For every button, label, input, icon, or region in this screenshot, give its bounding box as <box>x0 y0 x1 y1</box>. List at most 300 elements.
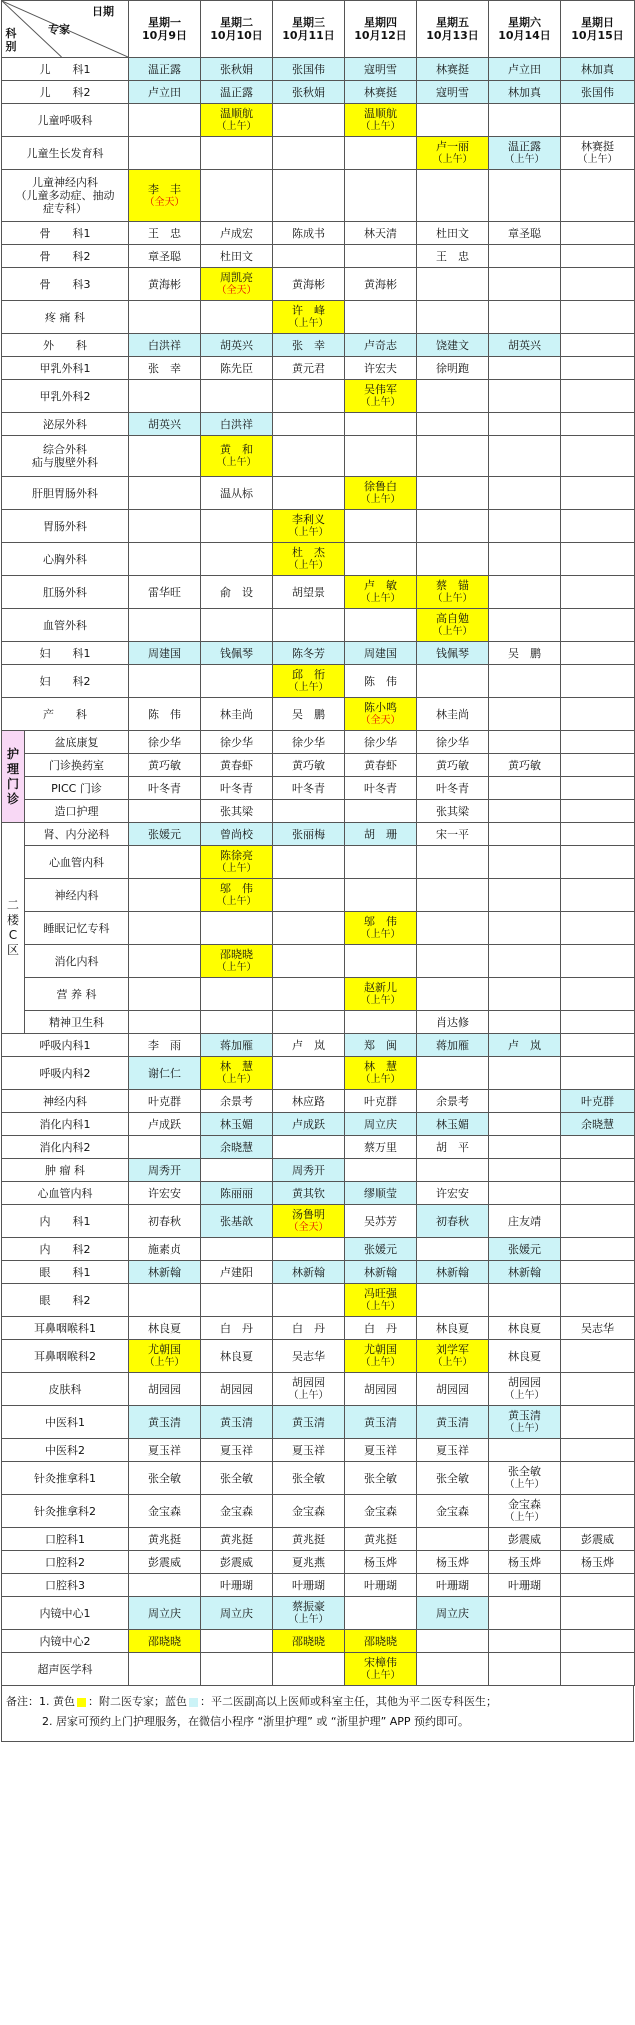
table-row <box>2 477 635 510</box>
session-note: （上午） <box>144 1357 185 1368</box>
empty-cell <box>201 137 273 170</box>
table-row <box>2 879 635 912</box>
doctor-name: 叶珊瑚 <box>220 1578 253 1592</box>
session-note: （上午） <box>360 995 401 1006</box>
table-row <box>2 1090 635 1113</box>
doctor-name: 章圣聪 <box>508 226 541 240</box>
table-row <box>2 222 635 245</box>
doctor-cell <box>345 576 417 609</box>
empty-cell <box>417 1238 489 1261</box>
doctor-cell <box>489 1205 561 1238</box>
doctor-cell <box>129 1528 201 1551</box>
doctor-cell <box>417 357 489 380</box>
empty-cell <box>561 912 635 945</box>
doctor-cell <box>489 137 561 170</box>
doctor-cell <box>129 1630 201 1653</box>
department-name: 门诊换药室 <box>25 754 129 777</box>
group-label-huli: 护理门诊 <box>2 731 25 823</box>
session-note: （上午） <box>288 1614 329 1625</box>
doctor-name: 徐鲁白 <box>364 480 397 493</box>
header-row <box>2 1 635 58</box>
doctor-name: 林 慧 <box>364 1060 397 1073</box>
doctor-name: 林赛挺 <box>436 62 469 76</box>
table-row <box>2 58 635 81</box>
doctor-name: 邵晓晓 <box>220 948 253 961</box>
session-note: （上午） <box>288 560 329 571</box>
doctor-cell <box>201 823 273 846</box>
session-note: （上午） <box>288 527 329 538</box>
doctor-name: 许宏安 <box>148 1186 181 1200</box>
doctor-cell <box>273 1034 345 1057</box>
department-name: 睡眠记忆专科 <box>25 912 129 945</box>
doctor-name: 叶珊瑚 <box>508 1578 541 1592</box>
empty-cell <box>561 436 635 477</box>
empty-cell <box>201 510 273 543</box>
doctor-cell <box>345 268 417 301</box>
doctor-cell <box>345 912 417 945</box>
empty-cell <box>345 170 417 222</box>
doctor-cell <box>489 1340 561 1373</box>
empty-cell <box>345 436 417 477</box>
doctor-name: 林玉媚 <box>436 1117 469 1131</box>
doctor-cell <box>345 754 417 777</box>
doctor-cell <box>201 1551 273 1574</box>
empty-cell <box>129 978 201 1011</box>
doctor-name: 黄玉清 <box>220 1415 253 1429</box>
doctor-cell <box>417 1090 489 1113</box>
doctor-cell <box>201 754 273 777</box>
doctor-name: 陈冬芳 <box>292 646 325 660</box>
doctor-cell <box>201 436 273 477</box>
doctor-name: 林新翰 <box>364 1265 397 1279</box>
doctor-name: 黄巧敏 <box>508 758 541 772</box>
table-row <box>2 1574 635 1597</box>
department-name: 血管外科 <box>2 609 129 642</box>
doctor-cell <box>345 665 417 698</box>
empty-cell <box>417 268 489 301</box>
doctor-name: 林加真 <box>508 85 541 99</box>
table-row <box>2 170 635 222</box>
empty-cell <box>561 846 635 879</box>
doctor-name: 白 丹 <box>292 1321 325 1335</box>
empty-cell <box>561 357 635 380</box>
doctor-name: 赵新儿 <box>364 981 397 994</box>
empty-cell <box>489 1090 561 1113</box>
doctor-name: 周立庆 <box>220 1606 253 1620</box>
doctor-cell <box>273 1182 345 1205</box>
doctor-name: 陈先臣 <box>220 361 253 375</box>
table-row <box>2 1159 635 1182</box>
empty-cell <box>345 510 417 543</box>
doctor-name: 林新翰 <box>148 1265 181 1279</box>
doctor-cell <box>345 1630 417 1653</box>
empty-cell <box>489 576 561 609</box>
department-name: 眼 科1 <box>2 1261 129 1284</box>
doctor-cell <box>489 1238 561 1261</box>
doctor-cell <box>417 1205 489 1238</box>
doctor-name: 杨玉烨 <box>581 1555 614 1569</box>
doctor-cell <box>417 1034 489 1057</box>
empty-cell <box>561 1630 635 1653</box>
doctor-cell <box>417 58 489 81</box>
table-row <box>2 1284 635 1317</box>
doctor-name: 寇明雪 <box>436 85 469 99</box>
doctor-cell <box>489 1034 561 1057</box>
empty-cell <box>201 978 273 1011</box>
department-name: 消化内科2 <box>2 1136 129 1159</box>
table-row <box>2 1136 635 1159</box>
doctor-name: 黄巧敏 <box>292 758 325 772</box>
doctor-cell <box>201 1597 273 1630</box>
doctor-cell <box>273 1159 345 1182</box>
day-header-6: 星期六 10月14日 <box>489 1 561 58</box>
doctor-cell <box>129 334 201 357</box>
department-name: 口腔科2 <box>2 1551 129 1574</box>
doctor-cell <box>273 1439 345 1462</box>
doctor-cell <box>345 1090 417 1113</box>
empty-cell <box>345 609 417 642</box>
doctor-name: 温顺航 <box>364 107 397 120</box>
doctor-cell <box>273 1495 345 1528</box>
doctor-cell <box>345 823 417 846</box>
blue-swatch <box>189 1698 198 1707</box>
empty-cell <box>561 1182 635 1205</box>
doctor-cell <box>129 222 201 245</box>
doctor-cell <box>129 1439 201 1462</box>
doctor-name: 张媛元 <box>508 1242 541 1256</box>
doctor-name: 叶冬青 <box>436 781 469 795</box>
empty-cell <box>561 1597 635 1630</box>
doctor-cell <box>273 731 345 754</box>
doctor-cell <box>273 81 345 104</box>
doctor-cell <box>345 1182 417 1205</box>
table-row <box>2 800 635 823</box>
doctor-cell <box>273 543 345 576</box>
doctor-name: 俞 设 <box>220 585 253 599</box>
doctor-name: 陈 伟 <box>364 674 397 688</box>
table-row <box>2 1317 635 1340</box>
doctor-name: 陈 伟 <box>148 707 181 721</box>
doctor-name: 黄玉清 <box>148 1415 181 1429</box>
doctor-cell <box>129 1462 201 1495</box>
doctor-cell <box>129 58 201 81</box>
doctor-name: 宋一平 <box>436 827 469 841</box>
empty-cell <box>129 436 201 477</box>
doctor-name: 林良夏 <box>148 1321 181 1335</box>
empty-cell <box>417 543 489 576</box>
empty-cell <box>129 665 201 698</box>
doctor-cell <box>489 1495 561 1528</box>
doctor-cell <box>561 58 635 81</box>
day-header-3: 星期三 10月11日 <box>273 1 345 58</box>
doctor-name: 胡望景 <box>292 585 325 599</box>
doctor-name: 郑 闽 <box>364 1038 397 1052</box>
doctor-name: 庄友靖 <box>508 1214 541 1228</box>
empty-cell <box>561 170 635 222</box>
doctor-cell <box>345 1462 417 1495</box>
doctor-cell <box>129 413 201 436</box>
empty-cell <box>561 731 635 754</box>
table-row <box>2 1205 635 1238</box>
doctor-name: 汤鲁明 <box>292 1208 325 1221</box>
doctor-cell <box>201 698 273 731</box>
table-row <box>2 609 635 642</box>
doctor-cell <box>345 698 417 731</box>
session-note: （上午） <box>360 397 401 408</box>
department-name: 妇 科2 <box>2 665 129 698</box>
doctor-name: 邱 衎 <box>292 668 325 681</box>
doctor-name: 张全敏 <box>436 1471 469 1485</box>
doctor-cell <box>129 1205 201 1238</box>
doctor-cell <box>489 81 561 104</box>
table-row <box>2 912 635 945</box>
doctor-name: 林圭尚 <box>436 707 469 721</box>
doctor-name: 卢 敏 <box>364 579 397 592</box>
doctor-name: 蒋加雁 <box>436 1038 469 1052</box>
department-name: 外 科 <box>2 334 129 357</box>
doctor-name: 叶冬青 <box>148 781 181 795</box>
doctor-cell <box>201 800 273 823</box>
empty-cell <box>489 698 561 731</box>
empty-cell <box>273 1653 345 1686</box>
doctor-name: 初春秋 <box>148 1214 181 1228</box>
empty-cell <box>561 1011 635 1034</box>
doctor-name: 白洪祥 <box>220 417 253 431</box>
doctor-name: 周立庆 <box>436 1606 469 1620</box>
empty-cell <box>561 879 635 912</box>
department-name: 泌尿外科 <box>2 413 129 436</box>
doctor-cell <box>561 137 635 170</box>
empty-cell <box>561 222 635 245</box>
empty-cell <box>489 357 561 380</box>
session-note: （上午） <box>360 121 401 132</box>
department-name: 超声医学科 <box>2 1653 129 1686</box>
empty-cell <box>489 1011 561 1034</box>
doctor-cell <box>417 334 489 357</box>
doctor-name: 林玉媚 <box>220 1117 253 1131</box>
doctor-cell <box>129 268 201 301</box>
doctor-cell <box>273 301 345 334</box>
doctor-cell <box>345 978 417 1011</box>
department-name: 心血管内科 <box>25 846 129 879</box>
empty-cell <box>489 1136 561 1159</box>
doctor-name: 周凯亮 <box>220 271 253 284</box>
department-name: 内镜中心1 <box>2 1597 129 1630</box>
empty-cell <box>561 334 635 357</box>
session-note: （全天） <box>288 1222 329 1233</box>
doctor-cell <box>417 777 489 800</box>
doctor-cell <box>417 1574 489 1597</box>
doctor-cell <box>129 754 201 777</box>
table-row <box>2 1597 635 1630</box>
doctor-cell <box>345 777 417 800</box>
doctor-name: 周秀开 <box>292 1163 325 1177</box>
doctor-name: 林良夏 <box>436 1321 469 1335</box>
empty-cell <box>561 1439 635 1462</box>
empty-cell <box>561 800 635 823</box>
doctor-cell <box>417 823 489 846</box>
table-row <box>2 1528 635 1551</box>
doctor-name: 彭震威 <box>508 1532 541 1546</box>
empty-cell <box>129 879 201 912</box>
empty-cell <box>201 609 273 642</box>
empty-cell <box>561 1057 635 1090</box>
empty-cell <box>561 301 635 334</box>
empty-cell <box>561 510 635 543</box>
doctor-name: 张基歆 <box>220 1214 253 1228</box>
doctor-cell <box>345 1340 417 1373</box>
empty-cell <box>417 1057 489 1090</box>
empty-cell <box>561 477 635 510</box>
doctor-cell <box>201 1261 273 1284</box>
doctor-cell <box>273 777 345 800</box>
empty-cell <box>417 1284 489 1317</box>
session-note: （上午） <box>577 154 618 165</box>
empty-cell <box>489 823 561 846</box>
empty-cell <box>345 945 417 978</box>
empty-cell <box>489 665 561 698</box>
doctor-name: 金宝森 <box>364 1504 397 1518</box>
day-header-1: 星期一 10月9日 <box>129 1 201 58</box>
empty-cell <box>561 777 635 800</box>
doctor-cell <box>273 510 345 543</box>
table-row <box>2 1439 635 1462</box>
doctor-name: 彭震威 <box>581 1532 614 1546</box>
doctor-name: 黄海彬 <box>364 277 397 291</box>
doctor-name: 吴伟军 <box>364 383 397 396</box>
doctor-name: 周立庆 <box>364 1117 397 1131</box>
doctor-cell <box>561 1528 635 1551</box>
empty-cell <box>273 477 345 510</box>
doctor-cell <box>201 334 273 357</box>
empty-cell <box>273 978 345 1011</box>
doctor-cell <box>273 334 345 357</box>
doctor-cell <box>345 477 417 510</box>
table-row <box>2 1495 635 1528</box>
doctor-cell <box>129 1406 201 1439</box>
empty-cell <box>417 846 489 879</box>
doctor-name: 胡园园 <box>364 1382 397 1396</box>
doctor-name: 林新翰 <box>292 1265 325 1279</box>
table-row <box>2 1373 635 1406</box>
doctor-name: 李 雨 <box>148 1038 181 1052</box>
department-name: 中医科1 <box>2 1406 129 1439</box>
doctor-cell <box>201 477 273 510</box>
doctor-cell <box>345 1261 417 1284</box>
day-header-7: 星期日 10月15日 <box>561 1 635 58</box>
department-name: 内 科1 <box>2 1205 129 1238</box>
empty-cell <box>489 380 561 413</box>
empty-cell <box>129 301 201 334</box>
empty-cell <box>489 1439 561 1462</box>
doctor-name: 李利义 <box>292 513 325 526</box>
doctor-name: 林良夏 <box>508 1321 541 1335</box>
doctor-cell <box>417 698 489 731</box>
doctor-name: 张 幸 <box>148 361 181 375</box>
doctor-name: 张全敏 <box>292 1471 325 1485</box>
table-row <box>2 1182 635 1205</box>
doctor-name: 黄巧敏 <box>148 758 181 772</box>
empty-cell <box>489 301 561 334</box>
doctor-name: 杨玉烨 <box>436 1555 469 1569</box>
doctor-name: 尤朝国 <box>148 1343 181 1356</box>
doctor-name: 叶克群 <box>581 1094 614 1108</box>
doctor-cell <box>489 642 561 665</box>
doctor-name: 张国伟 <box>581 85 614 99</box>
doctor-cell <box>201 731 273 754</box>
doctor-cell <box>417 1439 489 1462</box>
doctor-cell <box>489 1551 561 1574</box>
doctor-cell <box>129 731 201 754</box>
session-note: （上午） <box>216 962 257 973</box>
doctor-name: 温从标 <box>220 486 253 500</box>
doctor-cell <box>345 1205 417 1238</box>
department-name: 耳鼻咽喉科1 <box>2 1317 129 1340</box>
empty-cell <box>489 800 561 823</box>
doctor-name: 王 忠 <box>436 249 469 263</box>
table-row <box>2 1238 635 1261</box>
empty-cell <box>561 823 635 846</box>
doctor-name: 吴 鹏 <box>508 646 541 660</box>
doctor-cell <box>561 81 635 104</box>
doctor-cell <box>201 104 273 137</box>
doctor-cell <box>417 137 489 170</box>
doctor-cell <box>273 754 345 777</box>
doctor-name: 张 幸 <box>292 338 325 352</box>
table-row <box>2 642 635 665</box>
doctor-name: 卢一丽 <box>436 140 469 153</box>
empty-cell <box>417 912 489 945</box>
doctor-name: 叶珊瑚 <box>292 1578 325 1592</box>
doctor-cell <box>273 576 345 609</box>
doctor-name: 邬 伟 <box>364 915 397 928</box>
doctor-name: 林赛挺 <box>364 85 397 99</box>
doctor-cell <box>201 1205 273 1238</box>
doctor-name: 卢奇志 <box>364 338 397 352</box>
doctor-cell <box>273 1597 345 1630</box>
doctor-name: 夏玉祥 <box>364 1443 397 1457</box>
empty-cell <box>489 543 561 576</box>
empty-cell <box>561 1136 635 1159</box>
empty-cell <box>417 104 489 137</box>
doctor-name: 金宝森 <box>148 1504 181 1518</box>
empty-cell <box>345 800 417 823</box>
empty-cell <box>273 1238 345 1261</box>
doctor-cell <box>345 1653 417 1686</box>
doctor-name: 温正露 <box>508 140 541 153</box>
doctor-name: 叶珊瑚 <box>436 1578 469 1592</box>
session-note: （上午） <box>360 1670 401 1681</box>
table-row <box>2 436 635 477</box>
empty-cell <box>201 1653 273 1686</box>
empty-cell <box>417 879 489 912</box>
doctor-name: 林新翰 <box>436 1265 469 1279</box>
department-name: 肛肠外科 <box>2 576 129 609</box>
doctor-name: 陈丽丽 <box>220 1186 253 1200</box>
empty-cell <box>417 978 489 1011</box>
department-name: 儿 科1 <box>2 58 129 81</box>
doctor-name: 卢成跃 <box>292 1117 325 1131</box>
doctor-cell <box>345 1238 417 1261</box>
empty-cell <box>201 380 273 413</box>
doctor-name: 李 丰 <box>148 182 181 196</box>
doctor-name: 周建国 <box>148 646 181 660</box>
session-note: （上午） <box>432 1357 473 1368</box>
doctor-cell <box>201 1113 273 1136</box>
doctor-cell <box>201 357 273 380</box>
empty-cell <box>561 1340 635 1373</box>
doctor-name: 黄春虾 <box>364 758 397 772</box>
